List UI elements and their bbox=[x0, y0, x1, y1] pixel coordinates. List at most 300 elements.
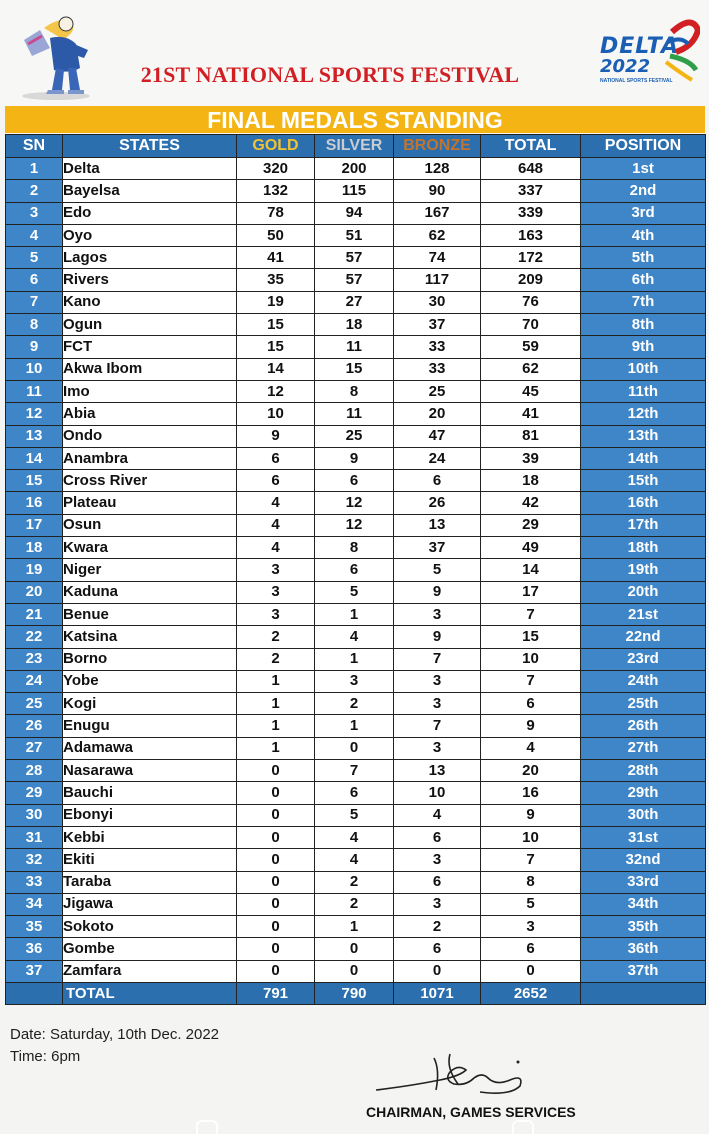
row-bronze: 37 bbox=[394, 314, 481, 336]
row-state: Bayelsa bbox=[63, 180, 237, 202]
row-sn: 29 bbox=[6, 782, 63, 804]
row-state: Zamfara bbox=[63, 960, 237, 982]
row-silver: 51 bbox=[315, 224, 394, 246]
row-position: 4th bbox=[581, 224, 706, 246]
row-bronze: 37 bbox=[394, 537, 481, 559]
row-silver: 0 bbox=[315, 737, 394, 759]
row-gold: 0 bbox=[237, 938, 315, 960]
row-silver: 4 bbox=[315, 849, 394, 871]
row-total: 29 bbox=[481, 514, 581, 536]
table-row bbox=[6, 826, 706, 848]
row-gold: 4 bbox=[237, 492, 315, 514]
row-silver: 7 bbox=[315, 760, 394, 782]
row-bronze: 2 bbox=[394, 916, 481, 938]
row-gold: 3 bbox=[237, 581, 315, 603]
row-silver: 5 bbox=[315, 581, 394, 603]
row-total: 7 bbox=[481, 670, 581, 692]
row-total: 81 bbox=[481, 425, 581, 447]
row-silver: 18 bbox=[315, 314, 394, 336]
row-silver: 94 bbox=[315, 202, 394, 224]
row-position: 1st bbox=[581, 158, 706, 180]
row-silver: 1 bbox=[315, 648, 394, 670]
row-gold: 14 bbox=[237, 358, 315, 380]
table-row bbox=[6, 693, 706, 715]
row-bronze: 24 bbox=[394, 447, 481, 469]
row-state: Ogun bbox=[63, 314, 237, 336]
table-row bbox=[6, 559, 706, 581]
table-row bbox=[6, 916, 706, 938]
row-position: 23rd bbox=[581, 648, 706, 670]
row-state: Oyo bbox=[63, 224, 237, 246]
row-total: 9 bbox=[481, 715, 581, 737]
row-position: 32nd bbox=[581, 849, 706, 871]
row-bronze: 3 bbox=[394, 737, 481, 759]
row-gold: 3 bbox=[237, 559, 315, 581]
row-total: 41 bbox=[481, 403, 581, 425]
row-position: 13th bbox=[581, 425, 706, 447]
row-gold: 320 bbox=[237, 158, 315, 180]
table-row bbox=[6, 849, 706, 871]
row-position: 8th bbox=[581, 314, 706, 336]
row-sn: 16 bbox=[6, 492, 63, 514]
column-header-states: STATES bbox=[63, 135, 237, 158]
row-position: 6th bbox=[581, 269, 706, 291]
row-gold: 2 bbox=[237, 626, 315, 648]
totals-sn-cell bbox=[6, 982, 63, 1004]
table-row bbox=[6, 425, 706, 447]
row-sn: 9 bbox=[6, 336, 63, 358]
row-gold: 35 bbox=[237, 269, 315, 291]
row-sn: 2 bbox=[6, 180, 63, 202]
row-bronze: 6 bbox=[394, 938, 481, 960]
table-row bbox=[6, 158, 706, 180]
table-row bbox=[6, 358, 706, 380]
row-gold: 0 bbox=[237, 871, 315, 893]
row-gold: 1 bbox=[237, 715, 315, 737]
table-row bbox=[6, 938, 706, 960]
table-row bbox=[6, 626, 706, 648]
row-total: 172 bbox=[481, 247, 581, 269]
totals-total: 2652 bbox=[481, 982, 581, 1004]
row-total: 9 bbox=[481, 804, 581, 826]
row-state: Kogi bbox=[63, 693, 237, 715]
row-bronze: 3 bbox=[394, 849, 481, 871]
row-gold: 0 bbox=[237, 826, 315, 848]
row-sn: 24 bbox=[6, 670, 63, 692]
row-sn: 32 bbox=[6, 849, 63, 871]
row-position: 5th bbox=[581, 247, 706, 269]
row-total: 18 bbox=[481, 470, 581, 492]
row-silver: 6 bbox=[315, 782, 394, 804]
row-bronze: 6 bbox=[394, 470, 481, 492]
row-position: 3rd bbox=[581, 202, 706, 224]
row-silver: 1 bbox=[315, 916, 394, 938]
row-position: 28th bbox=[581, 760, 706, 782]
row-sn: 33 bbox=[6, 871, 63, 893]
row-sn: 10 bbox=[6, 358, 63, 380]
table-row bbox=[6, 537, 706, 559]
logo-text-subtitle: NATIONAL SPORTS FESTIVAL bbox=[600, 78, 673, 84]
row-position: 25th bbox=[581, 693, 706, 715]
row-silver: 5 bbox=[315, 804, 394, 826]
totals-row bbox=[6, 982, 706, 1004]
row-total: 59 bbox=[481, 336, 581, 358]
row-gold: 1 bbox=[237, 670, 315, 692]
table-row bbox=[6, 403, 706, 425]
row-total: 6 bbox=[481, 693, 581, 715]
row-silver: 57 bbox=[315, 247, 394, 269]
row-state: Enugu bbox=[63, 715, 237, 737]
row-bronze: 117 bbox=[394, 269, 481, 291]
row-state: Gombe bbox=[63, 938, 237, 960]
row-silver: 0 bbox=[315, 938, 394, 960]
row-position: 18th bbox=[581, 537, 706, 559]
row-gold: 19 bbox=[237, 291, 315, 313]
table-row bbox=[6, 470, 706, 492]
row-bronze: 7 bbox=[394, 715, 481, 737]
row-position: 17th bbox=[581, 514, 706, 536]
row-state: Kano bbox=[63, 291, 237, 313]
logo-text-year: 2022 bbox=[600, 56, 651, 77]
row-total: 15 bbox=[481, 626, 581, 648]
row-silver: 3 bbox=[315, 670, 394, 692]
row-state: Benue bbox=[63, 603, 237, 625]
row-sn: 19 bbox=[6, 559, 63, 581]
table-row bbox=[6, 224, 706, 246]
row-silver: 200 bbox=[315, 158, 394, 180]
row-total: 0 bbox=[481, 960, 581, 982]
row-total: 20 bbox=[481, 760, 581, 782]
row-state: Sokoto bbox=[63, 916, 237, 938]
row-state: Cross River bbox=[63, 470, 237, 492]
row-silver: 6 bbox=[315, 559, 394, 581]
row-total: 45 bbox=[481, 380, 581, 402]
row-position: 30th bbox=[581, 804, 706, 826]
row-sn: 18 bbox=[6, 537, 63, 559]
table-row bbox=[6, 447, 706, 469]
row-bronze: 5 bbox=[394, 559, 481, 581]
logo-text-delta: DELTA bbox=[600, 34, 679, 59]
row-position: 2nd bbox=[581, 180, 706, 202]
row-bronze: 3 bbox=[394, 893, 481, 915]
table-row bbox=[6, 202, 706, 224]
table-row bbox=[6, 782, 706, 804]
row-gold: 0 bbox=[237, 804, 315, 826]
row-bronze: 62 bbox=[394, 224, 481, 246]
row-sn: 37 bbox=[6, 960, 63, 982]
column-header-position: POSITION bbox=[581, 135, 706, 158]
row-position: 27th bbox=[581, 737, 706, 759]
row-sn: 36 bbox=[6, 938, 63, 960]
row-position: 9th bbox=[581, 336, 706, 358]
row-total: 39 bbox=[481, 447, 581, 469]
row-gold: 41 bbox=[237, 247, 315, 269]
row-silver: 4 bbox=[315, 626, 394, 648]
row-total: 62 bbox=[481, 358, 581, 380]
table-row bbox=[6, 760, 706, 782]
row-gold: 6 bbox=[237, 447, 315, 469]
row-bronze: 3 bbox=[394, 670, 481, 692]
row-bronze: 4 bbox=[394, 804, 481, 826]
row-total: 3 bbox=[481, 916, 581, 938]
row-state: Jigawa bbox=[63, 893, 237, 915]
table-row bbox=[6, 871, 706, 893]
row-silver: 1 bbox=[315, 603, 394, 625]
row-bronze: 33 bbox=[394, 358, 481, 380]
row-state: Kaduna bbox=[63, 581, 237, 603]
row-state: Anambra bbox=[63, 447, 237, 469]
table-row bbox=[6, 336, 706, 358]
row-state: Osun bbox=[63, 514, 237, 536]
row-state: Ondo bbox=[63, 425, 237, 447]
row-silver: 8 bbox=[315, 380, 394, 402]
row-silver: 0 bbox=[315, 960, 394, 982]
row-gold: 78 bbox=[237, 202, 315, 224]
table-row bbox=[6, 603, 706, 625]
row-state: Delta bbox=[63, 158, 237, 180]
row-state: Adamawa bbox=[63, 737, 237, 759]
row-position: 11th bbox=[581, 380, 706, 402]
row-silver: 6 bbox=[315, 470, 394, 492]
row-bronze: 128 bbox=[394, 158, 481, 180]
row-silver: 25 bbox=[315, 425, 394, 447]
row-sn: 31 bbox=[6, 826, 63, 848]
row-silver: 12 bbox=[315, 514, 394, 536]
row-gold: 15 bbox=[237, 336, 315, 358]
column-header-total: TOTAL bbox=[481, 135, 581, 158]
row-gold: 1 bbox=[237, 693, 315, 715]
row-silver: 12 bbox=[315, 492, 394, 514]
row-state: Yobe bbox=[63, 670, 237, 692]
table-row bbox=[6, 314, 706, 336]
row-silver: 27 bbox=[315, 291, 394, 313]
row-bronze: 6 bbox=[394, 871, 481, 893]
row-sn: 25 bbox=[6, 693, 63, 715]
column-header-sn: SN bbox=[6, 135, 63, 158]
table-row bbox=[6, 492, 706, 514]
row-sn: 13 bbox=[6, 425, 63, 447]
row-position: 29th bbox=[581, 782, 706, 804]
row-silver: 2 bbox=[315, 871, 394, 893]
row-silver: 9 bbox=[315, 447, 394, 469]
row-position: 15th bbox=[581, 470, 706, 492]
row-position: 10th bbox=[581, 358, 706, 380]
row-total: 14 bbox=[481, 559, 581, 581]
row-total: 42 bbox=[481, 492, 581, 514]
row-sn: 26 bbox=[6, 715, 63, 737]
row-total: 70 bbox=[481, 314, 581, 336]
row-silver: 2 bbox=[315, 693, 394, 715]
totals-label: TOTAL bbox=[63, 982, 237, 1004]
totals-gold: 791 bbox=[237, 982, 315, 1004]
table-row bbox=[6, 648, 706, 670]
table-row bbox=[6, 893, 706, 915]
row-silver: 115 bbox=[315, 180, 394, 202]
footer-time: Time: 6pm bbox=[10, 1048, 81, 1065]
row-sn: 6 bbox=[6, 269, 63, 291]
row-gold: 10 bbox=[237, 403, 315, 425]
row-total: 17 bbox=[481, 581, 581, 603]
row-bronze: 10 bbox=[394, 782, 481, 804]
row-total: 10 bbox=[481, 648, 581, 670]
column-header-silver: SILVER bbox=[315, 135, 394, 158]
row-bronze: 74 bbox=[394, 247, 481, 269]
row-position: 31st bbox=[581, 826, 706, 848]
row-bronze: 26 bbox=[394, 492, 481, 514]
table-row bbox=[6, 960, 706, 982]
row-total: 163 bbox=[481, 224, 581, 246]
table-row bbox=[6, 291, 706, 313]
row-gold: 0 bbox=[237, 960, 315, 982]
row-bronze: 9 bbox=[394, 626, 481, 648]
row-total: 7 bbox=[481, 849, 581, 871]
row-state: Ekiti bbox=[63, 849, 237, 871]
row-gold: 0 bbox=[237, 760, 315, 782]
row-sn: 21 bbox=[6, 603, 63, 625]
table-row bbox=[6, 247, 706, 269]
row-position: 21st bbox=[581, 603, 706, 625]
row-gold: 12 bbox=[237, 380, 315, 402]
table-row bbox=[6, 380, 706, 402]
row-state: Kwara bbox=[63, 537, 237, 559]
row-state: Imo bbox=[63, 380, 237, 402]
table-row bbox=[6, 715, 706, 737]
row-position: 35th bbox=[581, 916, 706, 938]
row-total: 6 bbox=[481, 938, 581, 960]
row-sn: 1 bbox=[6, 158, 63, 180]
row-sn: 27 bbox=[6, 737, 63, 759]
table-header-row bbox=[6, 135, 706, 158]
row-position: 33rd bbox=[581, 871, 706, 893]
table-row bbox=[6, 269, 706, 291]
row-state: Lagos bbox=[63, 247, 237, 269]
row-bronze: 13 bbox=[394, 514, 481, 536]
row-position: 36th bbox=[581, 938, 706, 960]
row-silver: 2 bbox=[315, 893, 394, 915]
row-position: 12th bbox=[581, 403, 706, 425]
footer-date: Date: Saturday, 10th Dec. 2022 bbox=[10, 1026, 220, 1043]
row-sn: 4 bbox=[6, 224, 63, 246]
table-row bbox=[6, 514, 706, 536]
row-sn: 35 bbox=[6, 916, 63, 938]
row-sn: 15 bbox=[6, 470, 63, 492]
row-total: 7 bbox=[481, 603, 581, 625]
festival-title: 21ST NATIONAL SPORTS FESTIVAL bbox=[140, 62, 520, 87]
row-total: 10 bbox=[481, 826, 581, 848]
row-bronze: 167 bbox=[394, 202, 481, 224]
row-state: Akwa Ibom bbox=[63, 358, 237, 380]
row-state: Borno bbox=[63, 648, 237, 670]
row-gold: 6 bbox=[237, 470, 315, 492]
row-bronze: 20 bbox=[394, 403, 481, 425]
footer-datetime bbox=[10, 1024, 219, 1068]
row-bronze: 0 bbox=[394, 960, 481, 982]
row-state: Katsina bbox=[63, 626, 237, 648]
table-row bbox=[6, 581, 706, 603]
table-row bbox=[6, 180, 706, 202]
row-bronze: 6 bbox=[394, 826, 481, 848]
row-total: 5 bbox=[481, 893, 581, 915]
row-position: 16th bbox=[581, 492, 706, 514]
row-sn: 22 bbox=[6, 626, 63, 648]
row-gold: 1 bbox=[237, 737, 315, 759]
row-bronze: 13 bbox=[394, 760, 481, 782]
final-medals-banner: FINAL MEDALS STANDING bbox=[5, 106, 705, 133]
row-gold: 9 bbox=[237, 425, 315, 447]
row-sn: 12 bbox=[6, 403, 63, 425]
row-sn: 28 bbox=[6, 760, 63, 782]
row-total: 49 bbox=[481, 537, 581, 559]
row-bronze: 30 bbox=[394, 291, 481, 313]
row-state: Kebbi bbox=[63, 826, 237, 848]
column-header-bronze: BRONZE bbox=[394, 135, 481, 158]
row-bronze: 9 bbox=[394, 581, 481, 603]
row-position: 19th bbox=[581, 559, 706, 581]
row-silver: 11 bbox=[315, 403, 394, 425]
row-gold: 0 bbox=[237, 916, 315, 938]
row-state: Edo bbox=[63, 202, 237, 224]
row-total: 339 bbox=[481, 202, 581, 224]
row-total: 4 bbox=[481, 737, 581, 759]
row-state: Abia bbox=[63, 403, 237, 425]
row-silver: 1 bbox=[315, 715, 394, 737]
header bbox=[0, 0, 709, 106]
signature-icon bbox=[370, 1050, 530, 1102]
medals-table bbox=[5, 134, 706, 1005]
signatory-title: CHAIRMAN, GAMES SERVICES bbox=[366, 1104, 576, 1120]
row-silver: 15 bbox=[315, 358, 394, 380]
row-silver: 57 bbox=[315, 269, 394, 291]
row-position: 20th bbox=[581, 581, 706, 603]
table-row bbox=[6, 804, 706, 826]
row-sn: 20 bbox=[6, 581, 63, 603]
row-state: FCT bbox=[63, 336, 237, 358]
row-sn: 5 bbox=[6, 247, 63, 269]
row-gold: 0 bbox=[237, 782, 315, 804]
totals-bronze: 1071 bbox=[394, 982, 481, 1004]
row-sn: 23 bbox=[6, 648, 63, 670]
row-state: Rivers bbox=[63, 269, 237, 291]
row-bronze: 3 bbox=[394, 603, 481, 625]
row-gold: 15 bbox=[237, 314, 315, 336]
row-state: Plateau bbox=[63, 492, 237, 514]
row-gold: 132 bbox=[237, 180, 315, 202]
row-state: Niger bbox=[63, 559, 237, 581]
row-position: 7th bbox=[581, 291, 706, 313]
row-gold: 4 bbox=[237, 537, 315, 559]
row-position: 34th bbox=[581, 893, 706, 915]
row-silver: 4 bbox=[315, 826, 394, 848]
row-total: 16 bbox=[481, 782, 581, 804]
table-row bbox=[6, 737, 706, 759]
row-sn: 14 bbox=[6, 447, 63, 469]
row-gold: 3 bbox=[237, 603, 315, 625]
row-bronze: 33 bbox=[394, 336, 481, 358]
row-state: Taraba bbox=[63, 871, 237, 893]
delta-2022-logo bbox=[592, 12, 700, 88]
row-total: 648 bbox=[481, 158, 581, 180]
row-gold: 50 bbox=[237, 224, 315, 246]
row-sn: 8 bbox=[6, 314, 63, 336]
row-total: 209 bbox=[481, 269, 581, 291]
column-header-gold: GOLD bbox=[237, 135, 315, 158]
row-gold: 0 bbox=[237, 893, 315, 915]
row-bronze: 47 bbox=[394, 425, 481, 447]
watermark-left-icon bbox=[196, 1120, 218, 1134]
watermark-right-icon bbox=[512, 1120, 534, 1134]
row-silver: 8 bbox=[315, 537, 394, 559]
row-bronze: 3 bbox=[394, 693, 481, 715]
